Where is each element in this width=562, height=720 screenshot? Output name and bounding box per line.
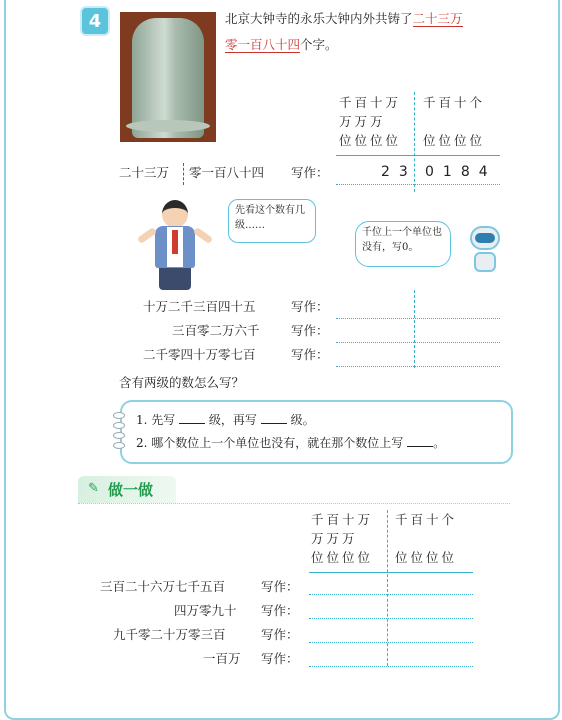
robot-body bbox=[474, 252, 496, 272]
rule-1-part-c: 级。 bbox=[290, 413, 315, 427]
practice-1-label: 三百二十六万七千五百 bbox=[100, 579, 226, 594]
rule-2-blank[interactable] bbox=[407, 434, 433, 447]
exercise-1-label: 十万二千三百四十五 bbox=[143, 299, 256, 314]
exercise-2-write-label: 写作： bbox=[291, 323, 329, 338]
intro-end: 个字。 bbox=[300, 37, 338, 52]
practice-2-label: 四万零九十 bbox=[174, 603, 237, 618]
practice-3-writeline[interactable] bbox=[309, 642, 473, 643]
exercise-1-writeline[interactable] bbox=[336, 318, 500, 319]
wan-header-row2: 万万万 bbox=[339, 114, 386, 129]
boy-right-arm bbox=[193, 227, 213, 244]
bell-lip bbox=[126, 120, 210, 132]
rule-2-part-a: 2. 哪个数位上一个单位也没有，就在那个数位上写 bbox=[136, 436, 404, 450]
main-example-digits-ge: 0184 bbox=[425, 164, 497, 180]
level-divider-2 bbox=[414, 290, 415, 368]
practice-1-writeline[interactable] bbox=[309, 594, 473, 595]
wan-header-2-row2: 万万万 bbox=[311, 531, 358, 546]
main-example-split bbox=[183, 163, 184, 185]
boy-illustration bbox=[135, 200, 215, 292]
wan-header-row3: 位位位位 bbox=[339, 133, 402, 148]
main-example-writeline bbox=[336, 184, 500, 185]
main-example-right: 零一百八十四 bbox=[189, 165, 265, 180]
main-example-left: 二十三万 bbox=[119, 165, 170, 180]
rule-1-blank-1[interactable] bbox=[179, 411, 205, 424]
header-underline-1 bbox=[336, 155, 500, 156]
boy-head bbox=[162, 200, 188, 228]
exercise-3-write-label: 写作： bbox=[291, 347, 329, 362]
header-underline-2 bbox=[309, 572, 473, 573]
intro-line-2 bbox=[225, 34, 338, 56]
binder-ring-3 bbox=[113, 432, 125, 439]
ge-header-2-row1: 千百十个 bbox=[395, 512, 458, 527]
main-example-digits-wan: 23 bbox=[381, 164, 417, 180]
practice-1-write-label: 写作： bbox=[261, 579, 299, 594]
rule-1-part-b: 级，再写 bbox=[208, 413, 257, 427]
binder-ring-2 bbox=[113, 422, 125, 429]
binder-ring-4 bbox=[113, 442, 125, 449]
robot-speech-bubble: 千位上一个单位也没有，写0。 bbox=[355, 221, 451, 267]
exercise-3-writeline[interactable] bbox=[336, 366, 500, 367]
binder-ring-1 bbox=[113, 412, 125, 419]
robot-face bbox=[475, 233, 495, 243]
ge-header-2-row3: 位位位位 bbox=[395, 550, 458, 565]
pencil-icon: ✎ bbox=[88, 481, 99, 496]
boy-tie bbox=[172, 230, 178, 254]
practice-4-write-label: 写作： bbox=[261, 651, 299, 666]
rule-1-blank-2[interactable] bbox=[261, 411, 287, 424]
intro-highlight-2: 零一百八十四 bbox=[225, 37, 301, 52]
question-text: 含有两级的数怎么写？ bbox=[119, 375, 245, 390]
intro-highlight-1: 二十三万 bbox=[412, 11, 463, 26]
wan-header-row1: 千百十万 bbox=[339, 95, 402, 110]
ge-header-row1: 千百十个 bbox=[423, 95, 486, 110]
wan-header-2-row1: 千百十万 bbox=[311, 512, 374, 527]
robot-illustration bbox=[465, 226, 505, 280]
ge-header-row3: 位位位位 bbox=[423, 133, 486, 148]
practice-3-label: 九千零二十万零三百 bbox=[113, 627, 226, 642]
main-example-write-label: 写作： bbox=[291, 165, 329, 180]
practice-3-write-label: 写作： bbox=[261, 627, 299, 642]
boy-speech-bubble: 先看这个数有几级…… bbox=[228, 199, 316, 243]
practice-4-writeline[interactable] bbox=[309, 666, 473, 667]
practice-title: 做一做 bbox=[108, 481, 154, 499]
bell-photo bbox=[120, 12, 216, 142]
practice-2-writeline[interactable] bbox=[309, 618, 473, 619]
intro-line-1 bbox=[225, 8, 463, 30]
exercise-3-label: 二千零四十万零七百 bbox=[143, 347, 256, 362]
practice-divider bbox=[78, 503, 510, 504]
practice-4-label: 一百万 bbox=[203, 651, 241, 666]
exercise-2-writeline[interactable] bbox=[336, 342, 500, 343]
summary-rule-1 bbox=[136, 409, 315, 431]
intro-text: 北京大钟寺的永乐大钟内外共铸了 bbox=[225, 11, 413, 26]
rule-1-part-a: 1. 先写 bbox=[136, 413, 176, 427]
summary-rule-2 bbox=[136, 432, 445, 454]
practice-2-write-label: 写作： bbox=[261, 603, 299, 618]
wan-header-2-row3: 位位位位 bbox=[311, 550, 374, 565]
exercise-2-label: 三百零二万六千 bbox=[172, 323, 260, 338]
exercise-1-write-label: 写作： bbox=[291, 299, 329, 314]
boy-legs bbox=[159, 268, 191, 290]
example-number-badge: 4 bbox=[80, 6, 110, 36]
rule-2-part-b: 。 bbox=[433, 436, 446, 450]
